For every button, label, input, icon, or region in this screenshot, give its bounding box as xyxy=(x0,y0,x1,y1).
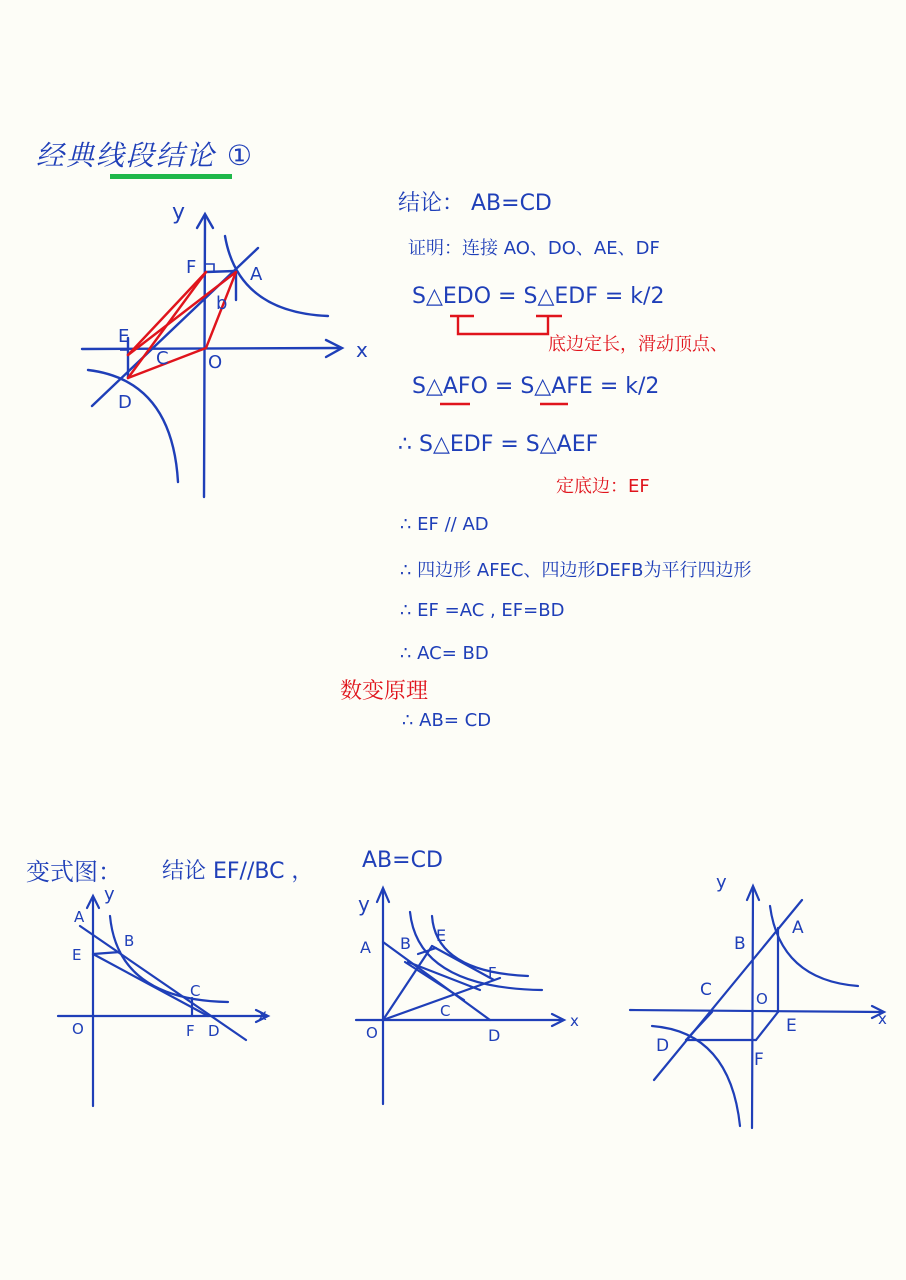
eq2-tail: = k/2 xyxy=(599,374,660,399)
variants-conclusion: 结论 EF//BC ， xyxy=(162,859,314,884)
fig1-label-D: D xyxy=(208,1022,220,1040)
proof-conclusion: 结论： AB=CD xyxy=(398,191,552,216)
note-fixed-base: 底边定长，滑动顶点、 xyxy=(548,334,728,355)
eq2-left: S△AFO xyxy=(412,374,488,399)
fig3-label-C: C xyxy=(700,980,712,1000)
eq2-mid: = xyxy=(494,374,514,399)
eq1-mid: = xyxy=(498,284,517,309)
eq1-tail: = k/2 xyxy=(604,284,665,309)
proof-step8: ∴ AB= CD xyxy=(402,710,492,731)
fig2-label-y: y xyxy=(358,892,370,916)
fig1-label-E: E xyxy=(72,946,82,964)
page-title: 经典线段结论 ① xyxy=(36,139,255,172)
fig2-label-F: F xyxy=(488,964,497,982)
fig3-label-D: D xyxy=(656,1036,670,1056)
fig1-label-O: O xyxy=(72,1020,84,1038)
proof-eq3: ∴ S△EDF = S△AEF xyxy=(398,432,599,457)
fig2-label-C: C xyxy=(440,1002,451,1020)
fig1-label-B: B xyxy=(124,932,135,950)
fig3-label-E: E xyxy=(786,1016,797,1036)
main-label-D: D xyxy=(118,392,132,413)
fig2-label-D: D xyxy=(488,1026,501,1045)
fig1-label-A: A xyxy=(74,908,85,926)
fig2-label-B: B xyxy=(400,934,411,953)
main-label-x: x xyxy=(356,338,368,362)
fig2-label-x: x xyxy=(570,1012,579,1030)
fig3-label-y: y xyxy=(716,872,727,893)
fig2-label-O: O xyxy=(366,1024,378,1042)
fig3-label-O: O xyxy=(756,990,768,1008)
fig1-label-C: C xyxy=(190,982,201,1000)
variant-fig1 xyxy=(58,896,268,1106)
eq2-right: S△AFE xyxy=(520,374,593,399)
proof-step6: ∴ EF =AC , EF=BD xyxy=(400,600,565,621)
variant-fig2 xyxy=(356,888,564,1104)
variants-eq: AB=CD xyxy=(362,848,443,873)
fig3-label-A: A xyxy=(792,918,804,938)
eq1-right: S△EDF xyxy=(523,284,598,309)
proof-step5: ∴ 四边形 AFEC、四边形DEFB为平行四边形 xyxy=(400,560,752,581)
proof-step4: ∴ EF // AD xyxy=(400,514,489,535)
main-label-F: F xyxy=(186,257,197,278)
note-fixed-base-EF: 定底边：EF xyxy=(556,476,650,497)
fig2-label-A: A xyxy=(360,938,371,957)
proof-intro: 证明：连接 AO、DO、AE、DF xyxy=(408,238,660,259)
variants-heading: 变式图： xyxy=(26,858,122,886)
fig1-label-x: x xyxy=(258,1006,267,1024)
main-label-A: A xyxy=(250,264,263,285)
fig3-label-F: F xyxy=(754,1050,764,1070)
main-label-O: O xyxy=(208,352,223,373)
main-label-y: y xyxy=(172,200,186,225)
fig3-label-x: x xyxy=(878,1010,887,1028)
fig2-label-E: E xyxy=(436,926,447,945)
main-label-E: E xyxy=(118,326,130,347)
fig1-label-y: y xyxy=(104,884,115,905)
main-label-B: b xyxy=(216,293,228,314)
fig3-label-B: B xyxy=(734,934,746,954)
proof-step7: ∴ AC= BD xyxy=(400,643,489,664)
fig1-label-F: F xyxy=(186,1022,195,1040)
eq1-left: S△EDO xyxy=(412,284,492,309)
main-label-C: C xyxy=(156,348,169,369)
note-principle: 数变原理 xyxy=(340,679,429,704)
